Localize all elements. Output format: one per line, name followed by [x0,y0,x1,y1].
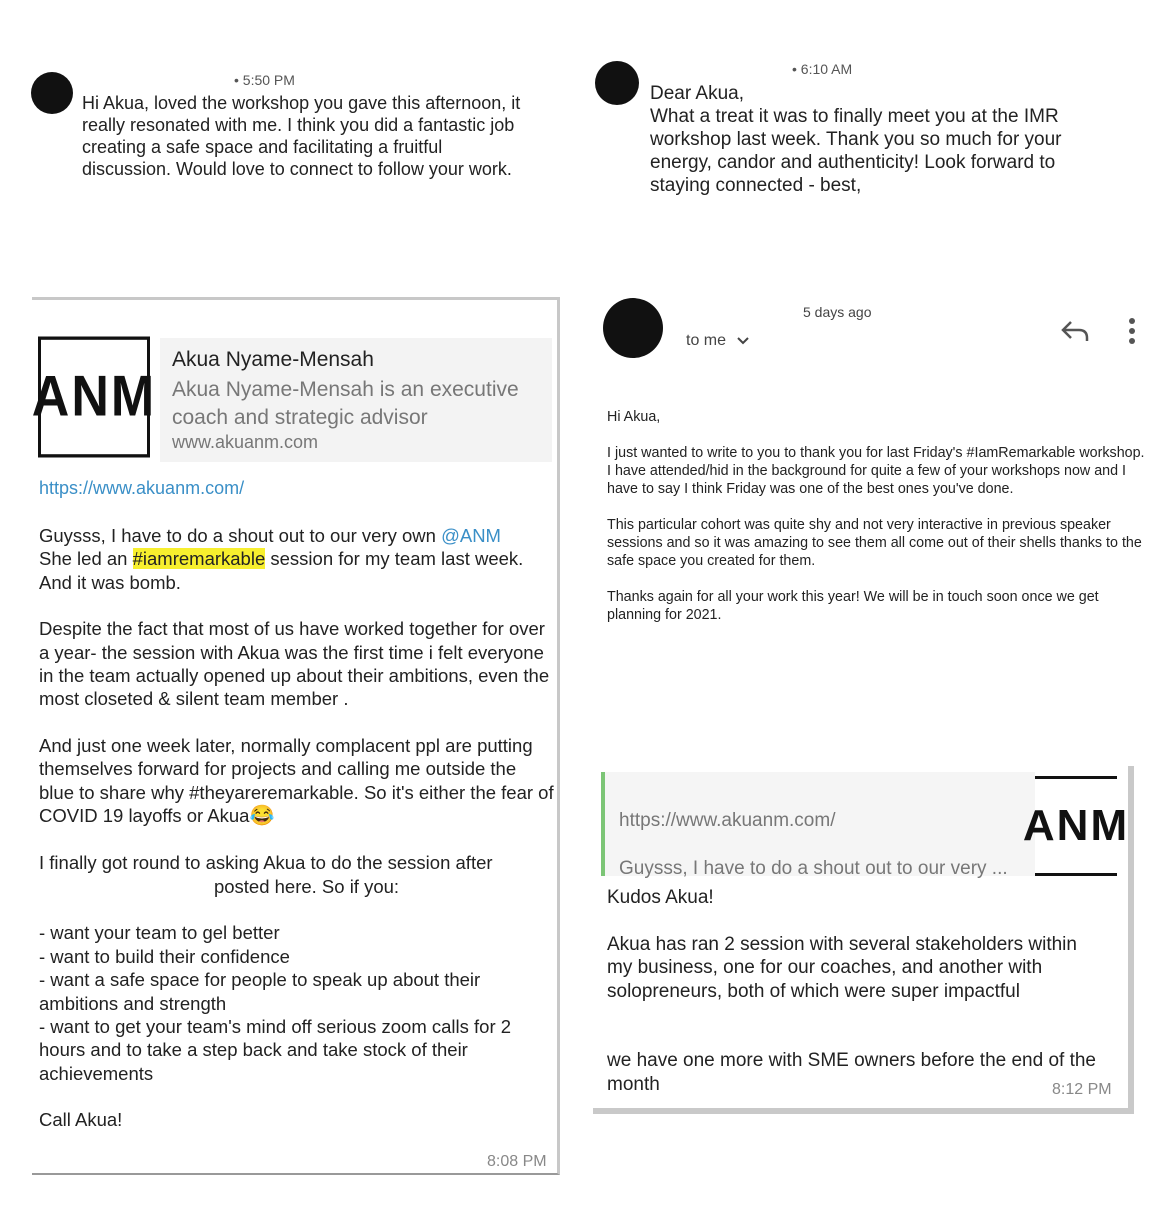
preview-text: Guysss, I have to do a shout out to our very ... [619,858,1008,879]
text-segment: Guysss, I have to do a shout out to our very own [39,525,442,546]
bullet-item: - want a safe space for people to speak up about their ambitions and strength [39,969,481,1014]
paragraph: Despite the fact that most of us have worked together for over a year- the session with Akua was the first time i felt everyone in the team actually opened up about their ambitions, even the most closeted & silent team member . [39,618,550,710]
avatar[interactable] [31,72,73,114]
email-greeting: Hi Akua, [607,409,661,425]
message-text: What a treat it was to finally meet you at the IMR workshop last week. Thank you so much for your energy, candor and authenticity! Look forward to staying connected - best, [650,106,1062,196]
email-paragraph: Thanks again for all your work this year! We will be in touch soon once we get planning for 2021. [607,589,1099,623]
chevron-down-icon[interactable] [736,336,750,346]
message-time: 8:08 PM [487,1153,547,1170]
sender-avatar[interactable] [603,298,663,358]
email-paragraph: I just wanted to write to you to thank you for last Friday's #IamRemarkable workshop. I have attended/hid in the background for quite a few of your workshops now and I have to say I think Friday was one of the best ones you've done. [607,445,1145,497]
bullet-item: - want to build their confidence [39,945,290,967]
logo-text: ANM [31,365,157,429]
bullet-item: - want your team to gel better [39,922,280,944]
avatar[interactable] [595,61,639,105]
chat-message-card [593,766,1134,1114]
message-greeting: Dear Akua, [650,83,744,104]
text-segment: She led an [39,548,133,570]
message-timestamp: • 6:10 AM [792,61,853,77]
recipient-label: to me [686,332,727,349]
paragraph: we have one more with SME owners before the end of the month [607,1050,1096,1095]
message-time: 8:12 PM [1052,1081,1112,1098]
preview-title: Akua Nyame-Mensah [172,348,374,371]
paragraph: Kudos Akua! [607,887,714,908]
laughing-emoji-icon: 😂 [249,805,275,828]
message-timestamp: • 5:50 PM [234,72,295,88]
message-body [39,524,554,1155]
email-paragraph: This particular cohort was quite shy and not very interactive in previous speaker sessions and so it was amazing to see them all come out of their shells thanks to the safe space you created for them. [607,517,1142,569]
reply-icon[interactable] [1060,319,1090,343]
website-link[interactable]: https://www.akuanm.com/ [39,478,245,498]
paragraph: Akua has ran 2 session with several stakeholders within my business, one for our coaches, and another with solopreneurs, both of which were super impactful [607,933,1077,1002]
text-segment: posted here. So if you: [213,875,400,897]
preview-url: https://www.akuanm.com/ [619,810,836,831]
preview-description: Akua Nyame-Mensah is an executive coach and strategic advisor [172,378,519,429]
link-preview[interactable] [160,338,552,462]
bullet-item: - want to get your team's mind off serious zoom calls for 2 hours and to take a step back and take stock of their achievements [39,1015,512,1084]
recipient-toggle[interactable] [686,332,750,350]
hashtag-highlight: #iamremarkable [132,548,266,570]
message-body [607,886,1107,1119]
text-segment: session for my team last week. And it was bomb. [39,548,524,593]
text-segment: I finally got round to asking Akua to do the session after [39,852,493,874]
link-preview[interactable] [601,772,1035,879]
linkedin-message-card [32,297,560,1175]
closing-line: Call Akua! [39,1109,123,1131]
email-body [607,408,1147,642]
anm-logo[interactable] [1022,776,1130,876]
paragraph: And just one week later, normally complacent ppl are putting themselves forward for projects and calling me outside the blue to share why #theyareremarkable. So it's either the fear of COVID 19 layoffs or Akua [39,734,554,827]
mention-link[interactable]: @ANM [441,525,501,546]
more-options-icon[interactable] [1127,317,1137,345]
anm-logo[interactable] [31,337,157,458]
preview-url: www.akuanm.com [172,432,319,452]
email-date: 5 days ago [803,304,872,320]
logo-text: ANM [1022,801,1130,850]
message-text: Hi Akua, loved the workshop you gave this afternoon, it really resonated with me. I think you did a fantastic job creating a safe space and facilitating a fruitful discussion. Would love to connect to follow your work. [82,93,521,179]
